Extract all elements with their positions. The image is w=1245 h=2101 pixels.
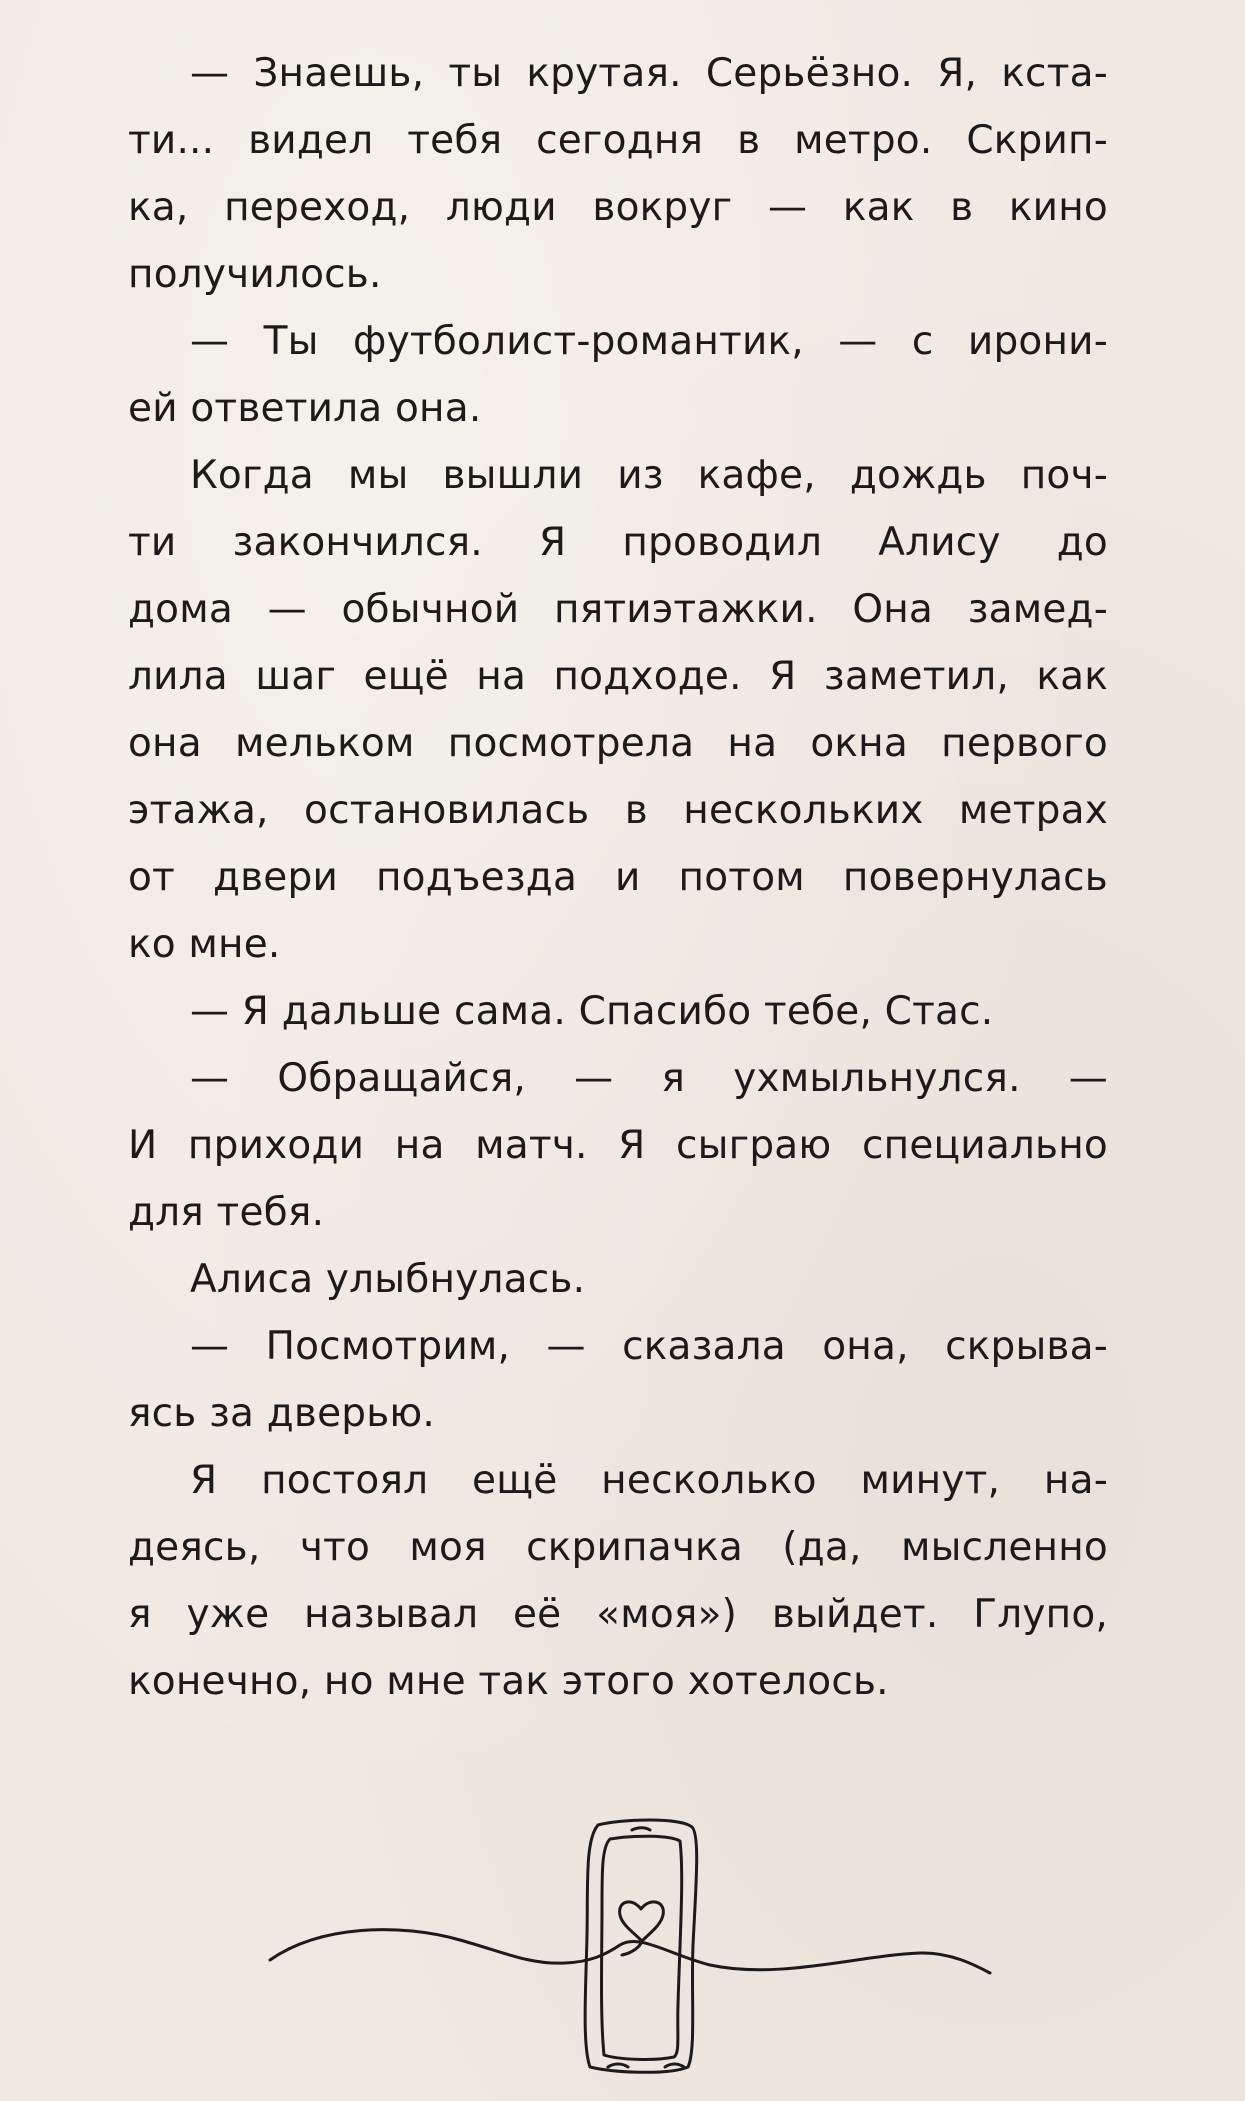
text-line: Я постоял ещё несколько минут, на- [190,1458,1108,1503]
text-line: получилось. [128,252,382,297]
text-line: дома — обычной пятиэтажки. Она замед- [128,587,1108,632]
text-line: — Ты футболист-романтик, — с ирони- [190,319,1108,364]
text-line: Когда мы вышли из кафе, дождь поч- [190,453,1108,498]
text-line: ясь за дверью. [128,1391,436,1436]
text-line: ти... видел тебя сегодня в метро. Скрип- [128,118,1108,163]
text-line: Алиса улыбнулась. [190,1257,586,1302]
phone-with-heart-line-drawing-icon [260,1805,1000,2085]
text-line: — Обращайся, — я ухмыльнулся. — [190,1056,1108,1101]
body-text [128,40,1108,1715]
text-line: лила шаг ещё на подходе. Я заметил, как [128,654,1108,699]
text-line: И приходи на матч. Я сыграю специально [128,1123,1108,1168]
text-line: ти закончился. Я проводил Алису до [128,520,1108,565]
text-line: от двери подъезда и потом повернулась [128,855,1108,900]
text-line: она мельком посмотрела на окна первого [128,721,1108,766]
text-line: ко мне. [128,922,281,967]
text-line: — Я дальше сама. Спасибо тебе, Стас. [190,989,994,1034]
text-line: я уже называл её «моя») выйдет. Глупо, [128,1592,1108,1637]
text-line: деясь, что моя скрипачка (да, мысленно [128,1525,1108,1570]
text-line: конечно, но мне так этого хотелось. [128,1659,889,1704]
text-line: — Посмотрим, — сказала она, скрыва- [190,1324,1108,1369]
text-line: ка, переход, люди вокруг — как в кино [128,185,1108,230]
text-line: этажа, остановилась в нескольких метрах [128,788,1108,833]
text-line: ей ответила она. [128,386,482,431]
text-line: — Знаешь, ты крутая. Серьёзно. Я, кста- [190,51,1108,96]
text-line: для тебя. [128,1190,325,1235]
